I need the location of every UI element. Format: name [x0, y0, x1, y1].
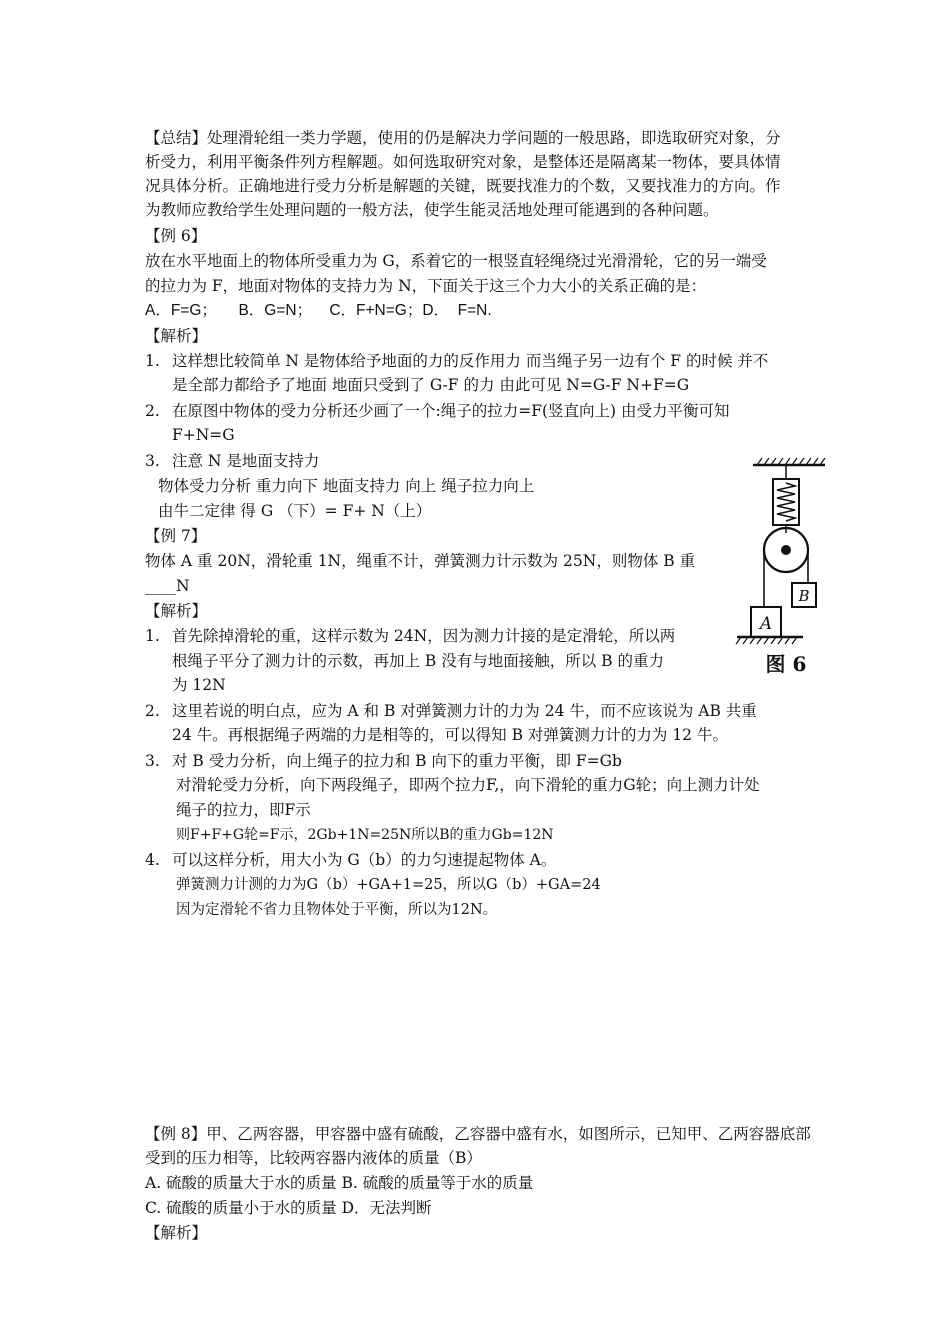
example6-extra-line-2: 由牛二定律 得 G （下）= F+ N（上）	[158, 502, 432, 520]
example6-item-1-line-2: 是全部力都给予了地面 地面只受到了 G-F 的力 由此可见 N=G-F N+F=G	[172, 376, 690, 394]
summary-line-1: 【总结】处理滑轮组一类力学题，使用的仍是解决力学问题的一般思路，即选取研究对象，分	[145, 129, 781, 147]
example7-item-2-line-2: 24 牛。再根据绳子两端的力是相等的，可以得知 B 对弹簧测力计的力为 12 牛。	[172, 726, 728, 744]
example7-question-line-2: ____N	[145, 577, 190, 595]
example6-analysis-heading: 【解析】	[145, 327, 208, 345]
example8-line-3: A. 硫酸的质量大于水的质量 B. 硫酸的质量等于水的质量	[145, 1174, 534, 1192]
summary-line-3: 况具体分析。正确地进行受力分析是解题的关键，既要找准力的个数，又要找准力的方向。作	[145, 177, 781, 195]
example7-item-4-line-2: 弹簧测力计测的力为G（b）+GA+1=25，所以G（b）+GA=24	[176, 877, 601, 893]
example7-item-4-line-3: 因为定滑轮不省力且物体处于平衡，所以为12N。	[176, 902, 498, 918]
block-b-label: B	[798, 587, 810, 605]
figure-caption: 图 6	[765, 652, 807, 676]
example7-item-1-number: 1.	[145, 627, 160, 645]
example7-item-2-number: 2.	[145, 702, 160, 720]
example6-item-1-number: 1.	[145, 352, 160, 370]
example6-item-2-line-1: 在原图中物体的受力分析还少画了一个:绳子的拉力=F(竖直向上) 由受力平衡可知	[172, 402, 730, 420]
example7-item-3-line-4: 则F+F+G轮=F示，2Gb+1N=25N所以B的重力Gb=12N	[176, 827, 554, 843]
example6-item-2-line-2: F+N=G	[172, 426, 235, 444]
example7-item-4-line-1: 可以这样分析，用大小为 G（b）的力匀速提起物体 A。	[172, 851, 557, 869]
block-a-label: A	[759, 614, 773, 634]
example6-item-1-line-1: 这样想比较简单 N 是物体给予地面的力的反作用力 而当绳子另一边有个 F 的时候 并不	[172, 352, 769, 370]
example6-options: A．F=G； B．G=N； C．F+N=G；D． F=N.	[145, 302, 492, 319]
pulley-diagram	[733, 455, 828, 685]
example7-question-line-1: 物体 A 重 20N，滑轮重 1N，绳重不计，弹簧测力计示数为 25N，则物体 B 重	[145, 552, 696, 570]
example6-item-3-number: 3.	[145, 452, 160, 470]
example7-item-3-line-3: 绳子的拉力，即F示	[176, 801, 311, 819]
example7-item-1-line-3: 为 12N	[172, 676, 226, 694]
example7-item-1-line-1: 首先除掉滑轮的重，这样示数为 24N，因为测力计接的是定滑轮，所以两	[172, 627, 676, 645]
example6-question-line-1: 放在水平地面上的物体所受重力为 G，系着它的一根竖直轻绳绕过光滑滑轮，它的另一端受	[145, 252, 767, 270]
example6-item-2-number: 2.	[145, 402, 160, 420]
summary-line-2: 析受力，利用平衡条件列方程解题。如何选取研究对象，是整体还是隔离某一物体，要具体情	[145, 153, 781, 171]
example7-item-3-number: 3.	[145, 752, 160, 770]
example7-heading: 【例 7】	[145, 527, 207, 545]
example6-question-line-2: 的拉力为 F，地面对物体的支持力为 N，下面关于这三个力大小的关系正确的是：	[145, 277, 707, 295]
example7-item-3-line-2: 对滑轮受力分析，向下两段绳子，即两个拉力F,，向下滑轮的重力G轮；向上测力计处	[176, 776, 760, 794]
example8-line-2: 受到的压力相等，比较两容器内液体的质量（B）	[145, 1149, 482, 1167]
example7-item-4-number: 4.	[145, 851, 160, 869]
example8-line-4: C. 硫酸的质量小于水的质量 D．无法判断	[145, 1199, 432, 1217]
example6-extra-line-1: 物体受力分析 重力向下 地面支持力 向上 绳子拉力向上	[158, 477, 535, 495]
example6-item-3-line-1: 注意 N 是地面支持力	[172, 452, 320, 470]
pulley-figure	[733, 455, 828, 685]
example8-line-1: 【例 8】甲、乙两容器，甲容器中盛有硫酸，乙容器中盛有水，如图所示，已知甲、乙两容器底部	[145, 1125, 811, 1143]
example7-item-3-line-1: 对 B 受力分析，向上绳子的拉力和 B 向下的重力平衡，即 F=Gb	[172, 752, 622, 770]
example7-analysis-heading: 【解析】	[145, 602, 208, 620]
example6-heading: 【例 6】	[145, 227, 207, 245]
example8-line-5: 【解析】	[145, 1224, 208, 1242]
example7-item-1-line-2: 根绳子平分了测力计的示数，再加上 B 没有与地面接触，所以 B 的重力	[172, 652, 664, 670]
example7-item-2-line-1: 这里若说的明白点，应为 A 和 B 对弹簧测力计的力为 24 牛，而不应该说为 AB 共重	[172, 702, 757, 720]
summary-line-4: 为教师应教给学生处理问题的一般方法，使学生能灵活地处理可能遇到的各种问题。	[145, 201, 719, 219]
